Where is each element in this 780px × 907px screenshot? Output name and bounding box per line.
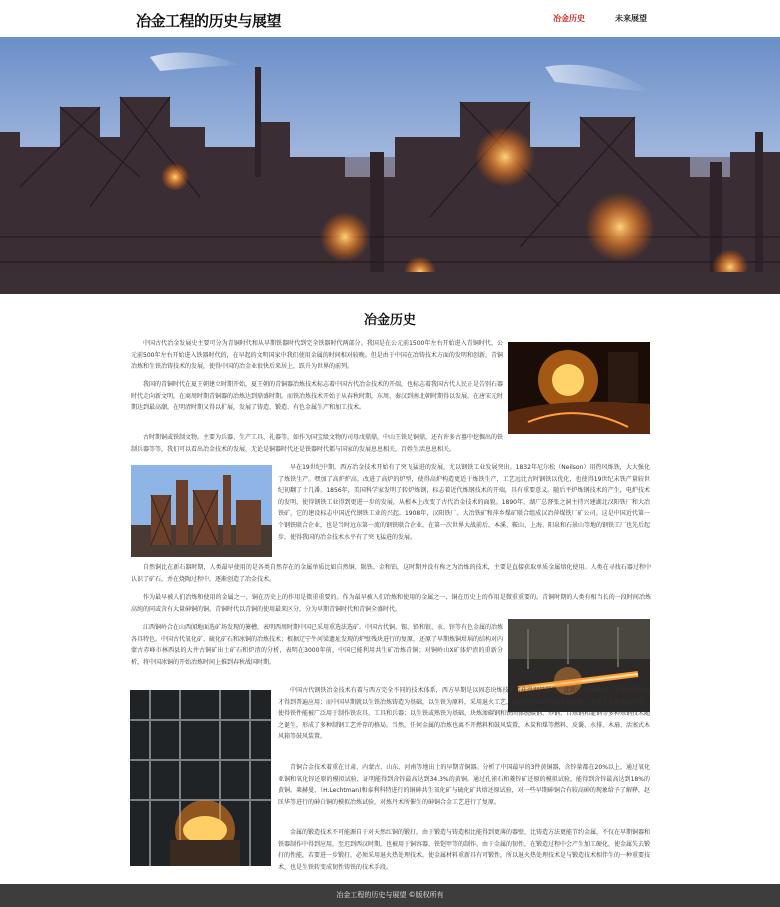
- nav-item-history[interactable]: 冶金历史: [553, 14, 585, 23]
- paragraph-2: 我国的青铜时代在夏王朝建立时期开始，夏王朝的青铜器冶炼技术标志着中国古代冶金技术的开端，也标志着我国古代人民正是告别石器时代走向新文明，在商周时期青铜器的冶炼达到鼎盛时期。而铁冶炼技术开始于从春秋时期，东周、秦汉到南北朝时期得以发展，在唐宋元时期达到最高潮，在明清时期又得以扩展，发展了铸造、锻造、有色金属生产和加工技术。: [131, 381, 504, 412]
- paragraph-10: 金属的锻造技术不可能源自于对天然红铜的锻打，由于锻造与铸造相比能得到更薄的器壁，比铸造方法更能节约金属，不仅在早期铜器和铁器制作中得到应用，至迟到西汉时期，也被用于铜容器、铁铠甲等的制作。由于金属的韧性，在锻造过程中会产生加工硬化，使金属失去锻打的性能，若要进一步锻打，必须采用退火热处理技术，使金属材料重新具有可锻性，所以退火热处理技术是与锻造技术相伴生的一种重要技术，也是生铁转变成韧性铸铁的技术手段。: [278, 829, 651, 871]
- paragraph-3: 古时期铜或铁制文物，主要为兵器、生产工具、礼器等，如作为国宝级文物的司母戊鼎鼎，中山王铁足铜鼎，还有许多古墓中挖掘出的铁制兵器等等，我们可以看出冶金技术的发展，无论是铜器时代还是铁器时代都与国家的发展息息相关，百姓生活息息相关。: [131, 434, 504, 453]
- main-nav: [553, 13, 647, 24]
- site-title[interactable]: 冶金工程的历史与展望: [136, 12, 282, 30]
- paragraph-4: 早在19世纪中期，西方冶金技术开始有了突飞猛进的发展，尤以钢铁工业发展突出。1832年尼尔松（Neilson）用热风炼铁，大大强化了炼铁生产。嘿加了高炉炉高，改进了高炉的炉型，使得高炉构造更适于炼铁生产，工艺远比古时钢铁以优化，也使得19世纪末铁产量较世纪初翻了十几番。1856年，美国科学家发明了转炉炼钢，标志着近代炼钢技术的开端，具有重要意义。随后平炉炼钢技术的产生，电炉技术的发明，使得钢铁工业得到更进一步的发展，从根本上改变了古代冶金技术的面貌。1890年，湖广总督张之洞主持兴建湖北汉阳铁厂和大冶铁矿，它的建设标志中国近代钢铁工业的兴起。1908年，汉阳铁厂、大冶铁矿和萍乡煤矿联合组成汉冶萍煤铁厂矿公司。这是中国近代第一个钢铁联合企业，也是当时远东第一流的钢铁联合企业。在第一次世界大战前后，本溪、鞍山、上海、阳泉和石景山等地的钢铁工厂也先后起步，使得我国的冶金技术水平有了突飞猛进的发展。: [278, 464, 651, 541]
- paragraph-6: 作为最早被人们冶炼和使用的金属之一，铜在历史上的作用是微重重要的。作为最早被人们冶炼和使用的金属之一，铜在历史上的作用是微重重要的。青铜时期的人类有相当长的一段时间冶炼高纯的同或含有大量砷铜的铜。青铜时代以青铜的使用最来区分，分为早期青铜时代和青铜全盛时代。: [131, 594, 651, 613]
- site-header: [0, 0, 780, 37]
- section-title: 冶金历史: [363, 313, 416, 328]
- nav-item-future[interactable]: 未来展望: [615, 14, 647, 23]
- furnace-interior-photo: [130, 690, 271, 866]
- paragraph-8: 中国古代钢铁冶金技术有着与西方完全不同的技术体系，西方早期是以固态块炼技锻造获得钢铁制件，直到公元14世纪，生铁冶铸技术才得到普遍应用；而中国早期就以生铁冶炼铸造为基础，以生铁为原料，采用退火工艺，得到可锻铸铁和球墨铸铁件，改善了生铁件的脆性，使得铁件能被广泛用于制作铁农具、工具和兵器；以生铁或熟铁为基础，块炼渗碳钢和铁固体脱碳钢、炒钢、百炼钢和灌钢等多种炼钢技术随之诞生，形成了多种制钢工艺并存的格局。当然，任何金属的冶炼也离不开燃料和鼓风装置，木炭和煤等燃料，皮囊、水排、木扇、活塞式木风箱等鼓风装置。: [278, 687, 651, 741]
- hero-image: [0, 37, 780, 294]
- plant-towers-photo: [131, 465, 272, 557]
- molten-metal-photo: [508, 342, 650, 434]
- paragraph-9: 青铜合金技术着重在甘肃、内蒙古、山东、河南等地出土的早期青铜器。分析了中国最早的3件黄铜器，含锌量都在20%以上，通过氧化亚铜和氧化锌还原的模拟试验，证明能得到含锌最高达到34.3%的黄铜。通过孔雀石和菱锌矿还原的模拟试验，能得到含锌最高达到18%的黄铜。莱赫曼、（H.Lechtman)和泰利科特进行的铜砷共生氧化矿与硫化矿共熔还原试验，对一些早期砷铜合有较高砷的现象给予了解释，赵匡华等进行的砷白铜的模拟冶炼试验，对炼丹术所催生的砷铜合金工艺进行了复原。: [278, 764, 650, 806]
- site-footer: 冶金工程的历史与展望 ©版权所有: [0, 884, 780, 907]
- paragraph-5: 自然铜比在新石器时期，人类最早使用的是各类自然存在的金属单质比如自然铜、陨铁、金和铂，这时期并没有称之为冶炼的技术，主要是直接获取单质金属熔化使用。人类在寻找石器过程中认识了矿石，并在烧陶过程中，逐渐创造了冶金技术。: [131, 564, 651, 583]
- paragraph-7: 江西铜岭合在山西闻地面选矿场发现的篓槽，表明西周时期中国已采用重选法选矿。中国古代铜、锡、铅和银、汞、锌等有色金属的冶炼各具特色。中国古代氧化矿、硫化矿石和冰铜的冶炼技术；根据辽宁牛河梁遗址发现的炉壁残块进行的复原，还原了早期炼铜坩埚的结构对内蒙古赤峰市林西县的大井古铜矿出土矿石和炉渣的分析，表明在3000年前，中国已能利用共生矿冶炼青铜；对铜岭山X矿体炉渣的重新分析，将中国冰铜的开始冶炼时间上推到春秋战国时期。: [131, 624, 504, 666]
- paragraph-1: 中国古代冶金发展史主要可分为青铜时代和从早期铁器时代到完全铁器时代两部分。我国是在公元前1500年左右开始进入青铜时代，公元前500年左右开始进入铁器时代的，在早起的文明国家中我们使用金属的时间相对较晚。但是由于中国在冶铸技术方面的发明和创新，青铜冶炼和生铁冶铸技术的发展，使得中国的冶金业很快后来居上，跃升为世界的前列。: [131, 340, 503, 371]
